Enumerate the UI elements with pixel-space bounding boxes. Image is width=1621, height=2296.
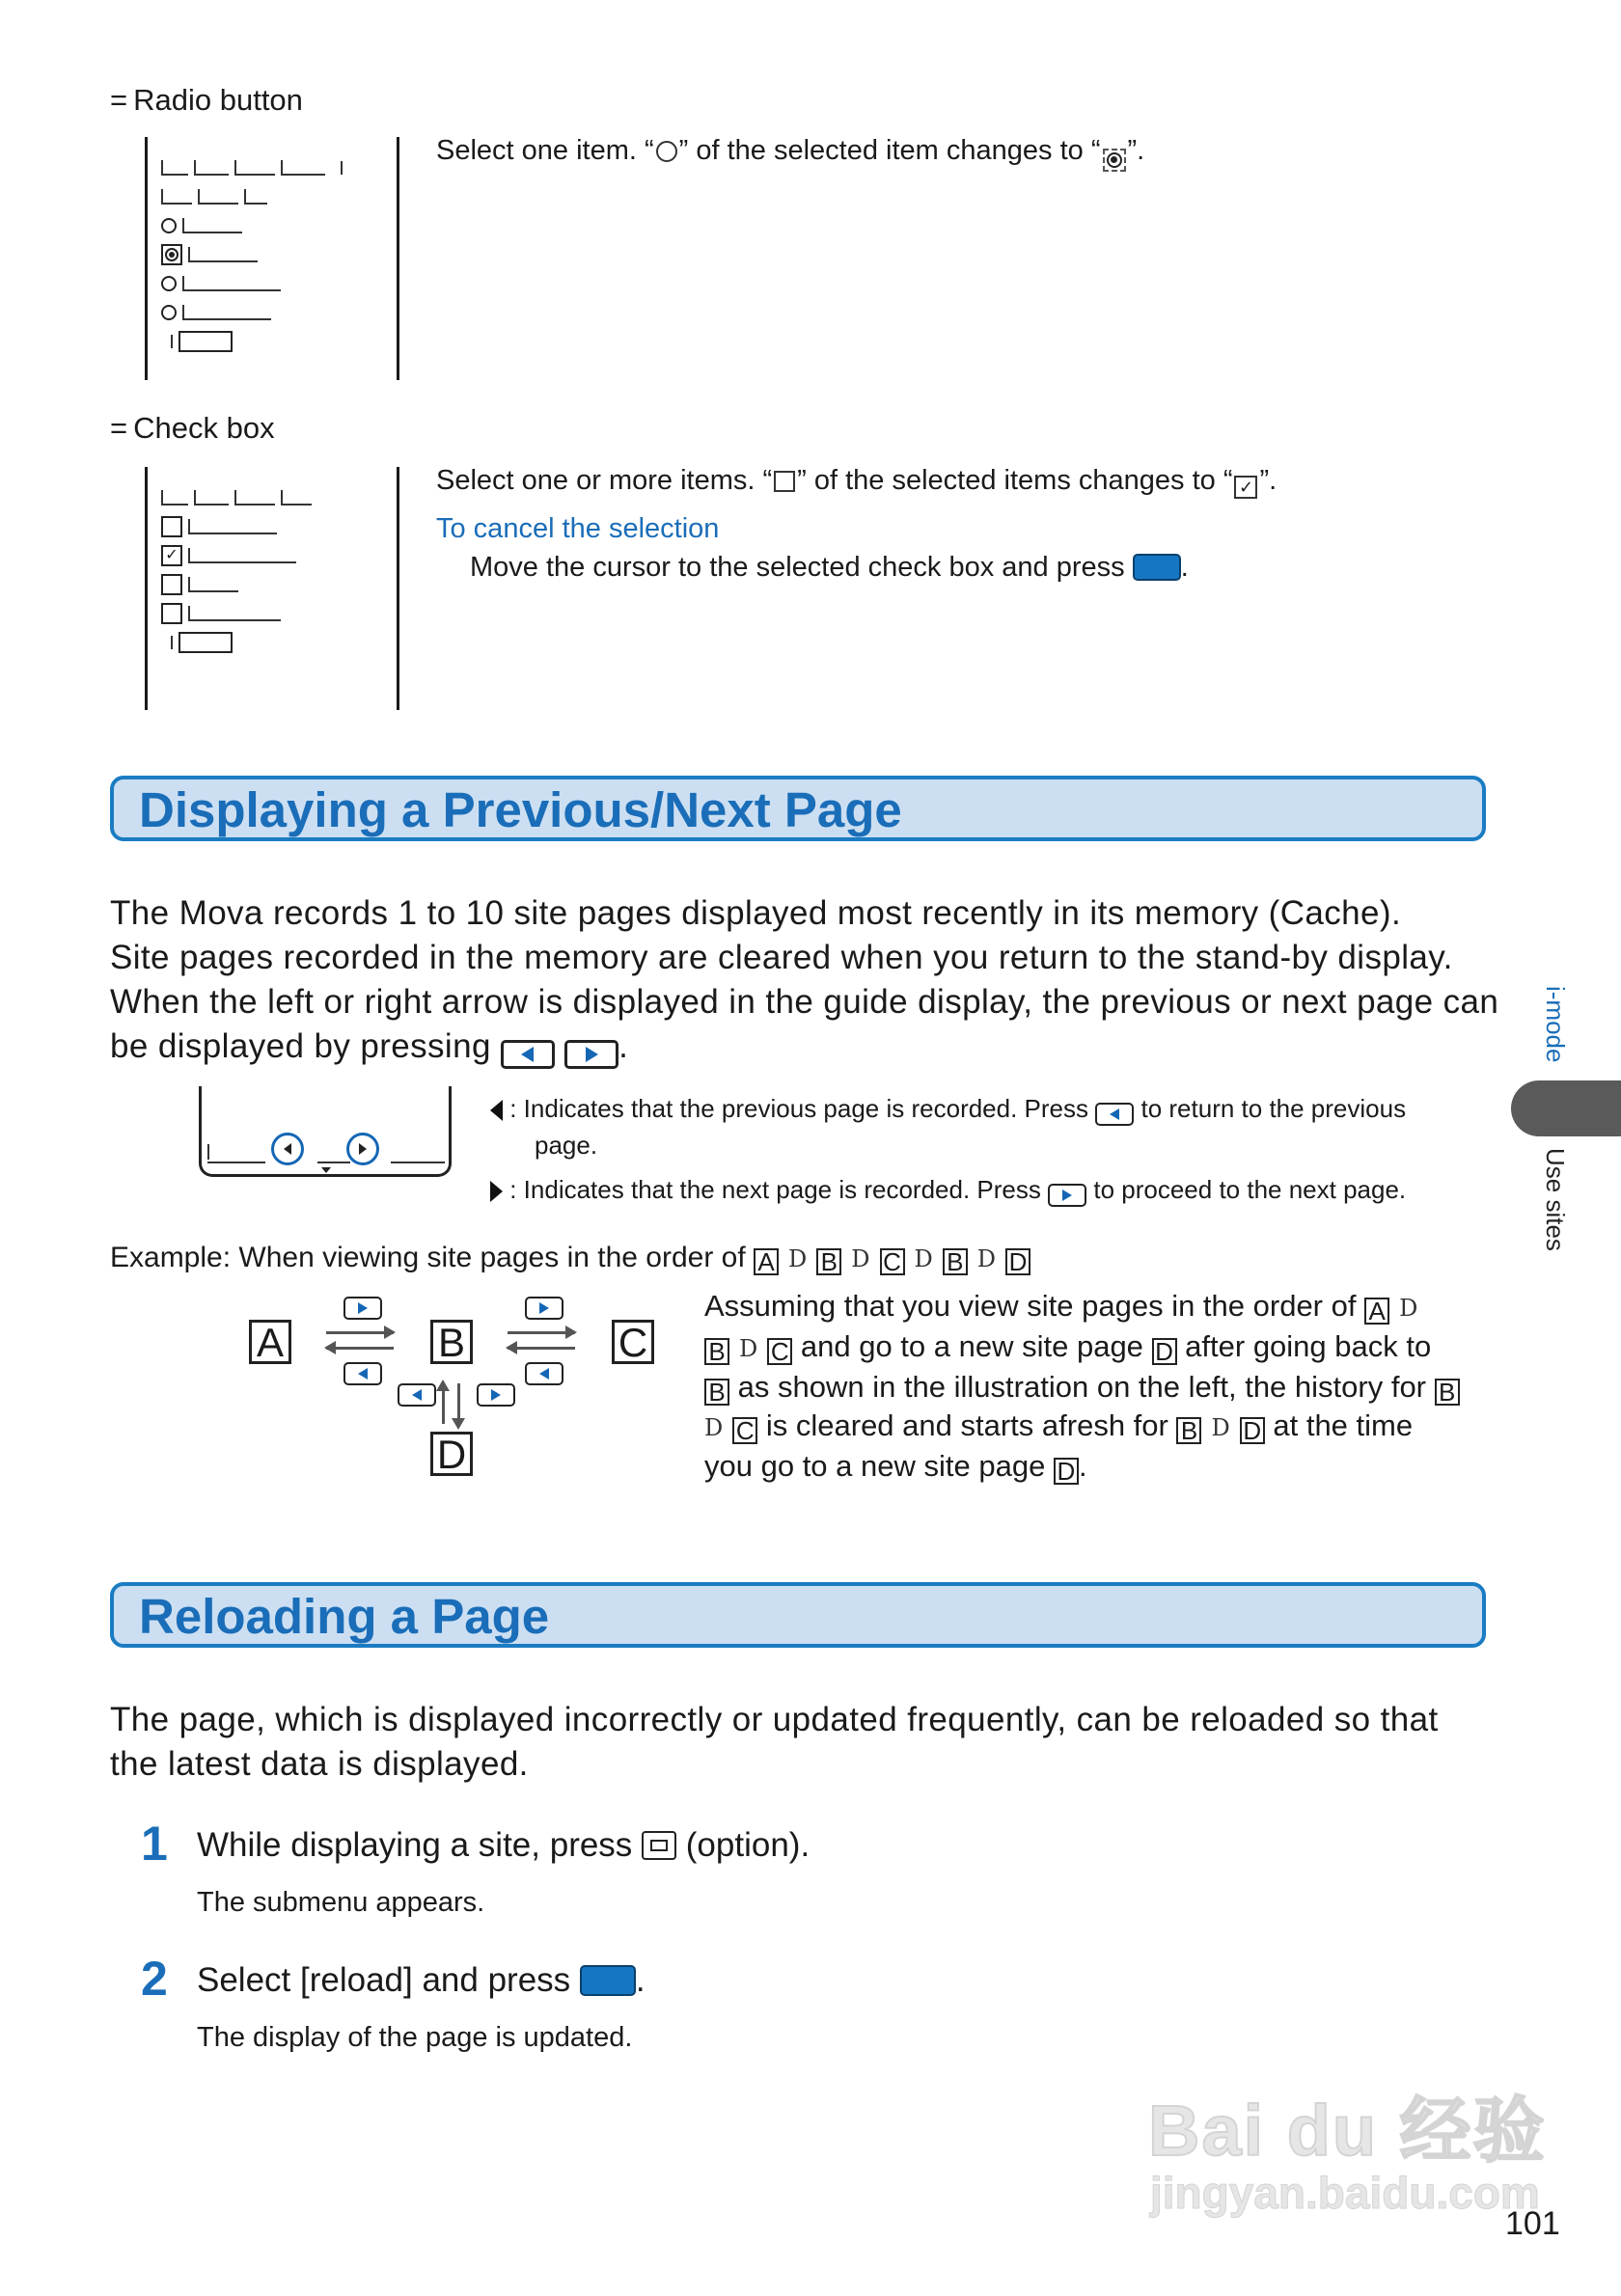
garbled-line	[161, 185, 267, 208]
sequence-arrow: D	[788, 1245, 808, 1272]
page-label-b: B	[943, 1248, 968, 1275]
forward-arrow	[508, 1331, 575, 1334]
ok-button-icon[interactable]	[179, 331, 233, 352]
left-arrow-key-icon	[398, 1383, 436, 1407]
previous-page-indicator-icon	[271, 1133, 304, 1165]
right-arrow-key-icon	[343, 1297, 382, 1320]
step-1-result: The submenu appears.	[197, 1887, 485, 1918]
history-explanation: Assuming that you view site pages in the order of A D B D C and go to a new site page D after going back to B as shown in the illustration on the left, the history for B D C is cleared and starts afresh for B D D at the time you go to a new site page D .	[704, 1287, 1488, 1486]
garbled-line	[161, 486, 312, 509]
radio-unselected-icon	[161, 218, 177, 233]
page-label-d: D	[1005, 1248, 1030, 1275]
right-arrow-key-icon	[477, 1383, 515, 1407]
down-arrow	[457, 1383, 460, 1422]
radio-unselected-icon	[161, 276, 177, 291]
diagram-page-a: A	[249, 1320, 291, 1364]
check-ok-button-row	[161, 631, 233, 654]
prev-next-para-1: The Mova records 1 to 10 site pages displayed most recently in its memory (Cache).	[110, 894, 1402, 932]
check-box-icon	[161, 603, 182, 624]
section-title: Reloading a Page	[139, 1589, 550, 1644]
check-option[interactable]	[161, 602, 281, 625]
watermark-logo: Bai du 经验	[1148, 2091, 1547, 2171]
guide-display-illustration	[199, 1086, 452, 1177]
step-1-instruction: While displaying a site, press (option).	[197, 1826, 810, 1864]
ok-button-icon[interactable]	[179, 632, 233, 653]
radio-option[interactable]	[161, 272, 281, 295]
enter-key-icon	[580, 1965, 636, 1996]
left-arrow-key-icon	[525, 1362, 563, 1385]
next-page-indicator-icon	[346, 1133, 379, 1165]
right-arrow-key-icon	[1048, 1184, 1086, 1207]
forward-arrow	[326, 1331, 394, 1334]
cancel-selection-text: Move the cursor to the selected check box and press .	[470, 552, 1189, 583]
side-tab-label-use-sites: Use sites	[1541, 1148, 1570, 1251]
previous-arrow-icon	[490, 1100, 503, 1121]
page-number: 101	[1505, 2205, 1560, 2242]
radio-option[interactable]	[161, 214, 242, 237]
previous-page-note-cont: page.	[535, 1131, 598, 1160]
reload-para-2: the latest data is displayed.	[110, 1745, 529, 1783]
step-2-result: The display of the page is updated.	[197, 2022, 633, 2053]
check-box-checked-icon: ✓	[161, 545, 182, 566]
radio-button-screen-illustration	[145, 137, 399, 380]
watermark-url: jingyan.baidu.com	[1150, 2168, 1540, 2218]
section-title: Displaying a Previous/Next Page	[139, 782, 902, 837]
radio-description: Select one item. “ ” of the selected item changes to “ ”.	[436, 131, 1144, 172]
check-box-checked-icon: ✓	[1234, 476, 1257, 499]
next-page-note: : Indicates that the next page is recorded. Press to proceed to the next page.	[490, 1171, 1406, 1208]
up-arrow	[442, 1385, 445, 1424]
check-box-heading: = Check box	[110, 411, 275, 445]
side-tab-marker	[1511, 1080, 1621, 1136]
diagram-page-d: D	[430, 1432, 473, 1476]
section-bar-previous-next	[110, 776, 1486, 841]
radio-unselected-icon	[161, 305, 177, 320]
previous-page-note: : Indicates that the previous page is recorded. Press to return to the previous	[490, 1090, 1406, 1127]
prev-next-para-3: When the left or right arrow is displayed in the guide display, the previous or next page can	[110, 983, 1499, 1021]
radio-button-heading: = Radio button	[110, 83, 303, 117]
radio-selected-icon	[1103, 149, 1126, 172]
radio-unselected-icon	[656, 141, 677, 162]
side-tab-label-imode: i-mode	[1541, 986, 1570, 1063]
sequence-arrow: D	[914, 1245, 933, 1272]
step-number: 2	[141, 1952, 168, 2006]
reload-para-1: The page, which is displayed incorrectly or updated frequently, can be reloaded so that	[110, 1701, 1439, 1738]
section-bar-reloading	[110, 1582, 1486, 1648]
right-arrow-key-icon	[525, 1297, 563, 1320]
step-number: 1	[141, 1817, 168, 1871]
prev-next-para-2: Site pages recorded in the memory are cleared when you return to the stand-by display.	[110, 939, 1453, 976]
check-description: Select one or more items. “ ” of the selected items changes to “ ✓ ”.	[436, 465, 1278, 497]
radio-ok-button-row	[161, 330, 233, 353]
left-arrow-key-icon	[1095, 1103, 1134, 1126]
cancel-selection-title: To cancel the selection	[436, 513, 720, 544]
radio-option-selected[interactable]	[161, 243, 258, 266]
page-label-a: A	[754, 1248, 779, 1275]
step-2-instruction: Select [reload] and press .	[197, 1961, 646, 1999]
diagram-page-c: C	[612, 1320, 654, 1364]
example-line: Example: When viewing site pages in the order of A D B D C D B D D	[110, 1239, 1030, 1278]
page-label-c: C	[880, 1248, 905, 1275]
check-box-icon	[161, 516, 182, 537]
check-box-screen-illustration	[145, 467, 399, 710]
option-key-icon	[642, 1831, 676, 1860]
radio-option[interactable]	[161, 301, 271, 324]
next-arrow-icon	[490, 1181, 503, 1202]
back-arrow	[326, 1347, 394, 1350]
enter-key-icon	[1133, 554, 1181, 581]
left-arrow-key-icon	[343, 1362, 382, 1385]
sequence-arrow: D	[851, 1245, 870, 1272]
check-option[interactable]	[161, 515, 277, 538]
back-arrow	[508, 1347, 575, 1350]
diagram-page-b: B	[430, 1320, 473, 1364]
right-arrow-key-icon	[564, 1040, 618, 1069]
history-diagram	[241, 1287, 675, 1480]
prev-next-para-4: be displayed by pressing .	[110, 1025, 628, 1069]
left-arrow-key-icon	[501, 1040, 555, 1069]
check-box-icon	[774, 471, 795, 492]
garbled-line	[161, 156, 343, 179]
down-indicator-icon	[321, 1167, 331, 1173]
sequence-arrow: D	[976, 1245, 997, 1272]
check-option[interactable]	[161, 573, 238, 596]
check-box-icon	[161, 574, 182, 595]
check-option-selected[interactable]	[161, 544, 296, 567]
page-label-b: B	[816, 1248, 841, 1275]
radio-selected-icon	[161, 244, 182, 265]
